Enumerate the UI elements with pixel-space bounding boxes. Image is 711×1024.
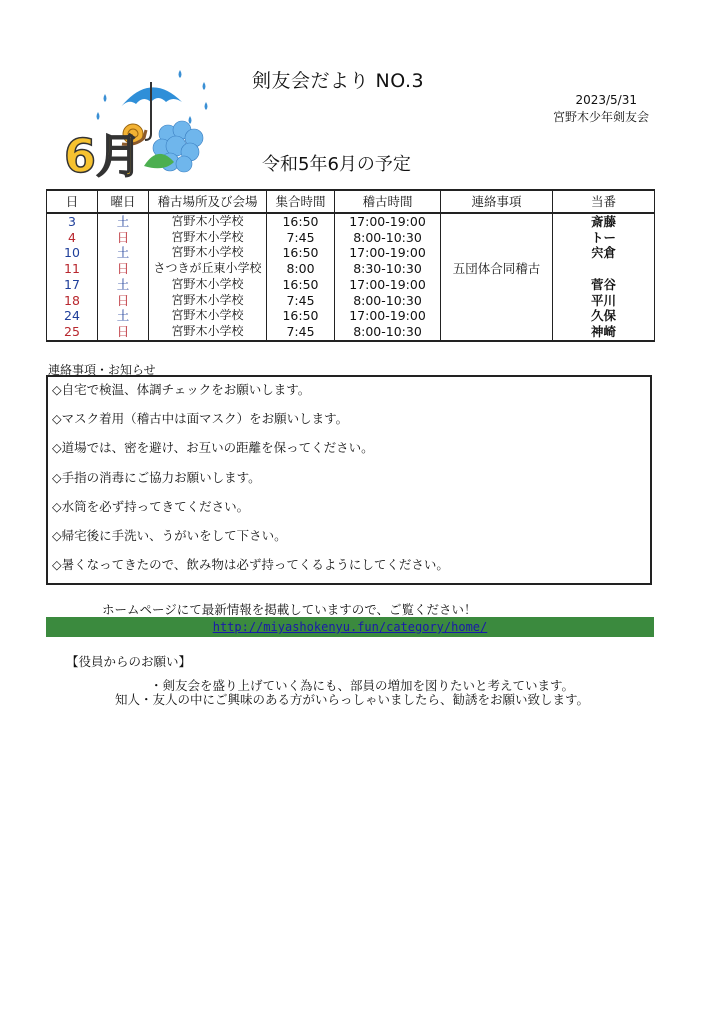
duty-cell: 宍倉 <box>553 245 655 261</box>
venue-cell: 宮野木小学校 <box>149 308 267 324</box>
meet-time-cell: 16:50 <box>267 277 335 293</box>
dow-cell: 日 <box>98 261 149 277</box>
col-header-day: 日 <box>47 190 98 213</box>
notices-label: 連絡事項・お知らせ <box>48 363 156 377</box>
meet-time-cell: 7:45 <box>267 324 335 341</box>
duty-cell: 平川 <box>553 293 655 309</box>
newsletter-title: 剣友会だより NO.3 <box>252 70 425 92</box>
meet-time-cell: 16:50 <box>267 245 335 261</box>
notice-item: ◇帰宅後に手洗い、うがいをして下さい。 <box>52 527 287 543</box>
practice-time-cell: 17:00-19:00 <box>335 245 441 261</box>
officers-message-line: ・剣友会を盛り上げていく為にも、部員の増加を図りたいと考えています。 <box>150 678 575 693</box>
dow-cell: 土 <box>98 308 149 324</box>
day-cell: 3 <box>47 213 98 230</box>
practice-time-cell: 8:00-10:30 <box>335 324 441 341</box>
notice-item: ◇手指の消毒にご協力お願いします。 <box>52 469 261 485</box>
dow-cell: 土 <box>98 213 149 230</box>
note-cell <box>441 277 553 293</box>
meet-time-cell: 7:45 <box>267 293 335 309</box>
notice-item: ◇暑くなってきたので、飲み物は必ず持ってくるようにしてください。 <box>52 557 449 573</box>
dow-cell: 日 <box>98 324 149 341</box>
note-cell <box>441 324 553 341</box>
venue-cell: 宮野木小学校 <box>149 213 267 230</box>
duty-cell: トー <box>553 230 655 246</box>
table-row <box>47 213 655 230</box>
col-header-venue: 稽古場所及び会場 <box>149 190 267 213</box>
col-header-dow: 曜日 <box>98 190 149 213</box>
note-cell: 五団体合同稽古 <box>441 261 553 277</box>
schedule-header-row <box>47 190 655 213</box>
table-row <box>47 293 655 309</box>
dow-cell: 日 <box>98 230 149 246</box>
organization-name: 宮野木少年剣友会 <box>552 110 649 124</box>
notice-item: ◇道場では、密を避け、お互いの距離を保ってください。 <box>52 440 374 456</box>
day-cell: 25 <box>47 324 98 341</box>
dow-cell: 土 <box>98 245 149 261</box>
notice-item: ◇マスク着用（稽古中は面マスク）をお願いします。 <box>52 411 349 427</box>
officers-heading: 【役員からのお願い】 <box>66 654 192 669</box>
duty-cell: 神崎 <box>553 324 655 341</box>
note-cell <box>441 245 553 261</box>
meet-time-cell: 16:50 <box>267 308 335 324</box>
notice-item: ◇水筒を必ず持ってきてください。 <box>52 498 250 514</box>
meet-time-cell: 16:50 <box>267 213 335 230</box>
table-row <box>47 308 655 324</box>
venue-cell: 宮野木小学校 <box>149 277 267 293</box>
duty-cell: 久保 <box>553 308 655 324</box>
note-cell <box>441 293 553 309</box>
homepage-link[interactable]: http://miyashokenyu.fun/category/home/ <box>212 620 488 634</box>
notice-item: ◇自宅で検温、体調チェックをお願いします。 <box>52 382 311 397</box>
col-header-meet: 集合時間 <box>267 190 335 213</box>
practice-time-cell: 17:00-19:00 <box>335 213 441 230</box>
meet-time-cell: 7:45 <box>267 230 335 246</box>
practice-time-cell: 8:00-10:30 <box>335 230 441 246</box>
practice-time-cell: 17:00-19:00 <box>335 308 441 324</box>
col-header-duty: 当番 <box>553 190 655 213</box>
practice-time-cell: 8:30-10:30 <box>335 261 441 277</box>
day-cell: 24 <box>47 308 98 324</box>
note-cell <box>441 230 553 246</box>
officers-message-line: 知人・友人の中にご興味のある方がいらっしゃいましたら、勧誘をお願い致します。 <box>115 692 590 707</box>
notices-box <box>46 375 652 585</box>
day-cell: 11 <box>47 261 98 277</box>
duty-cell: 斎藤 <box>553 213 655 230</box>
schedule-table <box>46 189 655 342</box>
note-cell <box>441 308 553 324</box>
col-header-practice: 稽古時間 <box>335 190 441 213</box>
homepage-url-bar <box>46 617 654 637</box>
homepage-notice: ホームページにて最新情報を掲載していますので、ご覧ください！ <box>102 602 477 617</box>
venue-cell: 宮野木小学校 <box>149 324 267 341</box>
june-rain-illustration <box>58 68 228 183</box>
day-cell: 17 <box>47 277 98 293</box>
note-cell <box>441 213 553 230</box>
practice-time-cell: 8:00-10:30 <box>335 293 441 309</box>
dow-cell: 日 <box>98 293 149 309</box>
venue-cell: 宮野木小学校 <box>149 293 267 309</box>
schedule-subtitle: 令和5年6月の予定 <box>262 154 411 175</box>
issue-date: 2023/5/31 <box>575 93 637 107</box>
duty-cell <box>553 261 655 277</box>
venue-cell: 宮野木小学校 <box>149 230 267 246</box>
meet-time-cell: 8:00 <box>267 261 335 277</box>
table-row <box>47 230 655 246</box>
table-row <box>47 324 655 341</box>
day-cell: 18 <box>47 293 98 309</box>
dow-cell: 土 <box>98 277 149 293</box>
duty-cell: 菅谷 <box>553 277 655 293</box>
table-row <box>47 245 655 261</box>
col-header-note: 連絡事項 <box>441 190 553 213</box>
day-cell: 4 <box>47 230 98 246</box>
venue-cell: 宮野木小学校 <box>149 245 267 261</box>
day-cell: 10 <box>47 245 98 261</box>
practice-time-cell: 17:00-19:00 <box>335 277 441 293</box>
table-row <box>47 277 655 293</box>
month-badge: 6月 <box>64 129 143 183</box>
venue-cell: さつきが丘東小学校 <box>149 261 267 277</box>
table-row <box>47 261 655 277</box>
